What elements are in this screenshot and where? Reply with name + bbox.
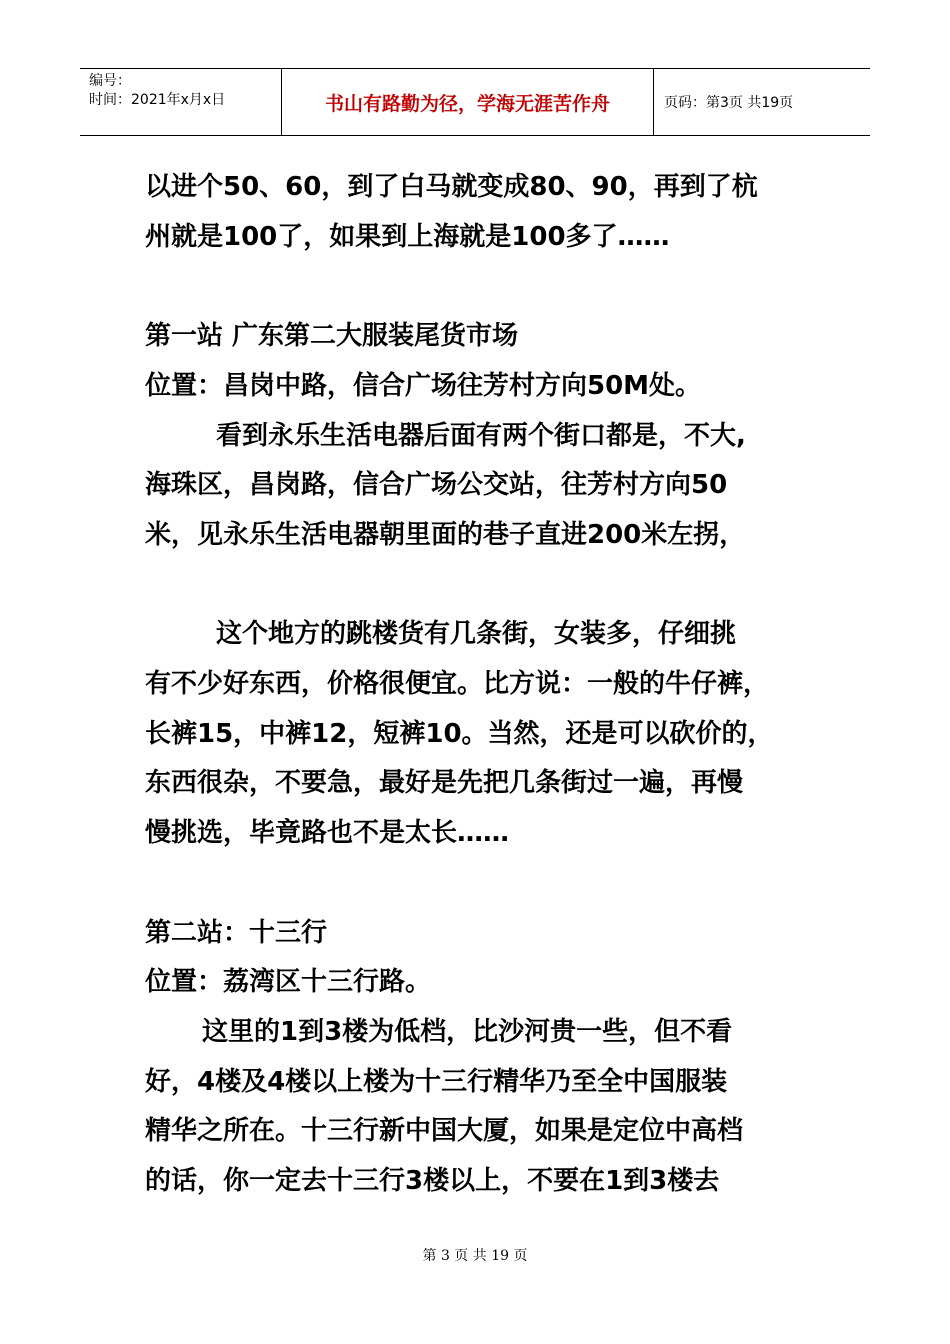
location-line-1: 位置：昌岗中路，信合广场往芳村方向50M处。 xyxy=(145,370,702,401)
body-line: 的话，你一定去十三行3楼以上，不要在1到3楼去 xyxy=(145,1166,720,1197)
location-line-2: 位置：荔湾区十三行路。 xyxy=(145,967,432,998)
body-line: 这个地方的跳楼货有几条街，女装多，仔细挑 xyxy=(216,619,737,650)
header-page-info: 页码：第3页 共19页 xyxy=(664,95,794,111)
body-line: 州就是100了，如果到上海就是100多了…… xyxy=(145,221,670,252)
body-line: 看到永乐生活电器后面有两个街口都是，不大, xyxy=(216,420,746,451)
body-line: 这里的1到3楼为低档，比沙河贵一些，但不看 xyxy=(202,1016,733,1047)
body-line: 慢挑选，毕竟路也不是太长…… xyxy=(145,818,510,849)
body-line: 精华之所在。十三行新中国大厦，如果是定位中高档 xyxy=(145,1116,744,1147)
body-line: 东西很杂，不要急，最好是先把几条街过一遍，再慢 xyxy=(145,768,744,799)
document-body xyxy=(145,163,845,1207)
body-line: 米，见永乐生活电器朝里面的巷子直进200米左拐， xyxy=(145,519,746,550)
body-line: 有不少好东西，价格很便宜。比方说：一般的牛仔裤， xyxy=(145,669,770,699)
page-header xyxy=(80,68,870,136)
header-meta xyxy=(80,69,282,135)
section-heading-1: 第一站 广东第二大服装尾货市场 xyxy=(145,321,519,352)
body-line: 海珠区，昌岗路，信合广场公交站，往芳村方向50 xyxy=(145,470,728,501)
body-line: 长裤15，中裤12，短裤10。当然，还是可以砍价的， xyxy=(145,718,774,749)
page-footer: 第 3 页 共 19 页 xyxy=(422,1248,528,1264)
paragraph-gap xyxy=(145,561,845,611)
paragraph-gap xyxy=(145,262,845,312)
section-heading-2: 第二站：十三行 xyxy=(145,917,328,948)
paragraph-gap xyxy=(145,859,845,909)
document-number-label: 编号： xyxy=(89,73,131,89)
document-time-label: 时间：2021年x月x日 xyxy=(89,92,226,108)
body-line: 好，4楼及4楼以上楼为十三行精华乃至全中国服装 xyxy=(145,1066,728,1097)
header-motto: 书山有路勤为径，学海无涯苦作舟 xyxy=(282,69,654,135)
body-line: 以进个50、60，到了白马就变成80、90，再到了杭 xyxy=(145,172,758,202)
